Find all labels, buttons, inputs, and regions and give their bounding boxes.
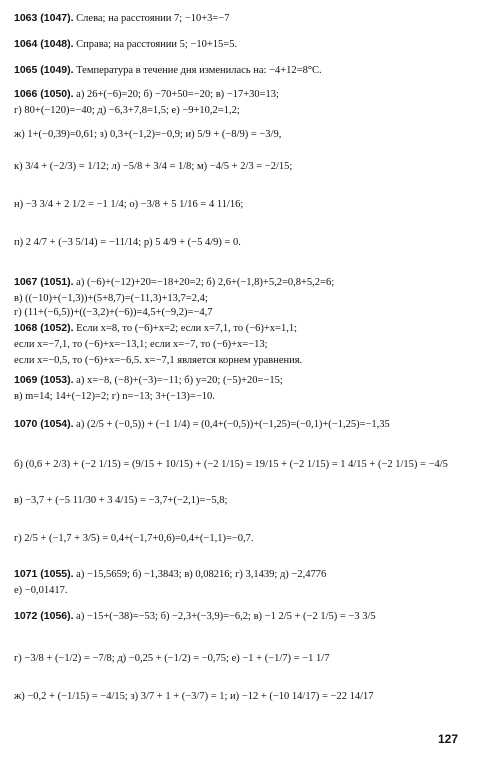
problem-1063: 1063 (1047). Слева; на расстоянии 7; −10+3=−7 — [14, 12, 230, 24]
problem-1067-line-2: в) ((−10)+(−1,3))+(5+8,7)=(−11,3)+13,7=2,4; — [14, 293, 208, 304]
problem-1068-line-2: если x=−7,1, то (−6)+x=−13,1; если x=−7, то (−6)+x=−13; — [14, 339, 268, 350]
problem-1069-line-2: в) m=14; 14+(−12)=2; г) n=−13; 3+(−13)=−10. — [14, 391, 215, 402]
problem-1066-line-5: н) −3 3/4 + 2 1/2 = −1 1/4; о) −3/8 + 5 1/16 = 4 11/16; — [14, 199, 244, 210]
problem-1068-line-1: 1068 (1052). Если x=8, то (−6)+x=2; если x=7,1, то (−6)+x=1,1; — [14, 322, 298, 334]
problem-1070-line-2: б) (0,6 + 2/3) + (−2 1/15) = (9/15 + 10/15) + (−2 1/15) = 19/15 + (−2 1/15) = 1 4/15 + (−2 1/15) = −4/5 — [14, 459, 448, 470]
problem-1066-line-3: ж) 1+(−0,39)=0,61; з) 0,3+(−1,2)=−0,9; и) 5/9 + (−8/9) = −3/9, — [14, 129, 282, 140]
problem-1070-line-4: г) 2/5 + (−1,7 + 3/5) = 0,4+(−1,7+0,6)=0,4+(−1,1)=−0,7. — [14, 533, 254, 544]
problem-1065: 1065 (1049). Температура в течение дня изменилась на: −4+12=8°C. — [14, 64, 322, 76]
problem-1070-line-1: 1070 (1054). а) (2/5 + (−0,5)) + (−1 1/4) = (0,4+(−0,5))+(−1,25)=(−0,1)+(−1,25)=−1,35 — [14, 418, 390, 430]
problem-1066-line-1: 1066 (1050). а) 26+(−6)=20; б) −70+50=−20; в) −17+30=13; — [14, 88, 279, 100]
problem-1072-line-1: 1072 (1056). а) −15+(−38)=−53; б) −2,3+(−3,9)=−6,2; в) −1 2/5 + (−2 1/5) = −3 3/5 — [14, 610, 376, 622]
problem-1069-line-1: 1069 (1053). а) x=−8, (−8)+(−3)=−11; б) y=20; (−5)+20=−15; — [14, 374, 283, 386]
problem-1072-line-2: г) −3/8 + (−1/2) = −7/8; д) −0,25 + (−1/2) = −0,75; е) −1 + (−1/7) = −1 1/7 — [14, 653, 330, 664]
problem-1066-line-2: г) 80+(−120)=−40; д) −6,3+7,8=1,5; е) −9+10,2=1,2; — [14, 105, 240, 116]
problem-1070-line-3: в) −3,7 + (−5 11/30 + 3 4/15) = −3,7+(−2,1)=−5,8; — [14, 495, 228, 506]
problem-1071-line-2: е) −0,01417. — [14, 585, 68, 596]
problem-1066-line-4: к) 3/4 + (−2/3) = 1/12; л) −5/8 + 3/4 = 1/8; м) −4/5 + 2/3 = −2/15; — [14, 161, 293, 172]
problem-1067-line-3: г) (11+(−6,5))+((−3,2)+(−6))=4,5+(−9,2)=−4,7 — [14, 307, 213, 318]
problem-1066-line-6: п) 2 4/7 + (−3 5/14) = −11/14; р) 5 4/9 + (−5 4/9) = 0. — [14, 237, 241, 248]
problem-1068-line-3: если x=−0,5, то (−6)+x=−6,5. x=−7,1 является корнем уравнения. — [14, 355, 303, 366]
problem-1067-line-1: 1067 (1051). а) (−6)+(−12)+20=−18+20=2; б) 2,6+(−1,8)+5,2=0,8+5,2=6; — [14, 276, 335, 288]
problem-1071-line-1: 1071 (1055). а) −15,5659; б) −1,3843; в) 0,08216; г) 3,1439; д) −2,4776 — [14, 568, 327, 580]
problem-1072-line-3: ж) −0,2 + (−1/15) = −4/15; з) 3/7 + 1 + (−3/7) = 1; и) −12 + (−10 14/17) = −22 14/17 — [14, 691, 374, 702]
problem-1064: 1064 (1048). Справа; на расстоянии 5; −10+15=5. — [14, 38, 238, 50]
page-number: 127 — [437, 732, 458, 746]
